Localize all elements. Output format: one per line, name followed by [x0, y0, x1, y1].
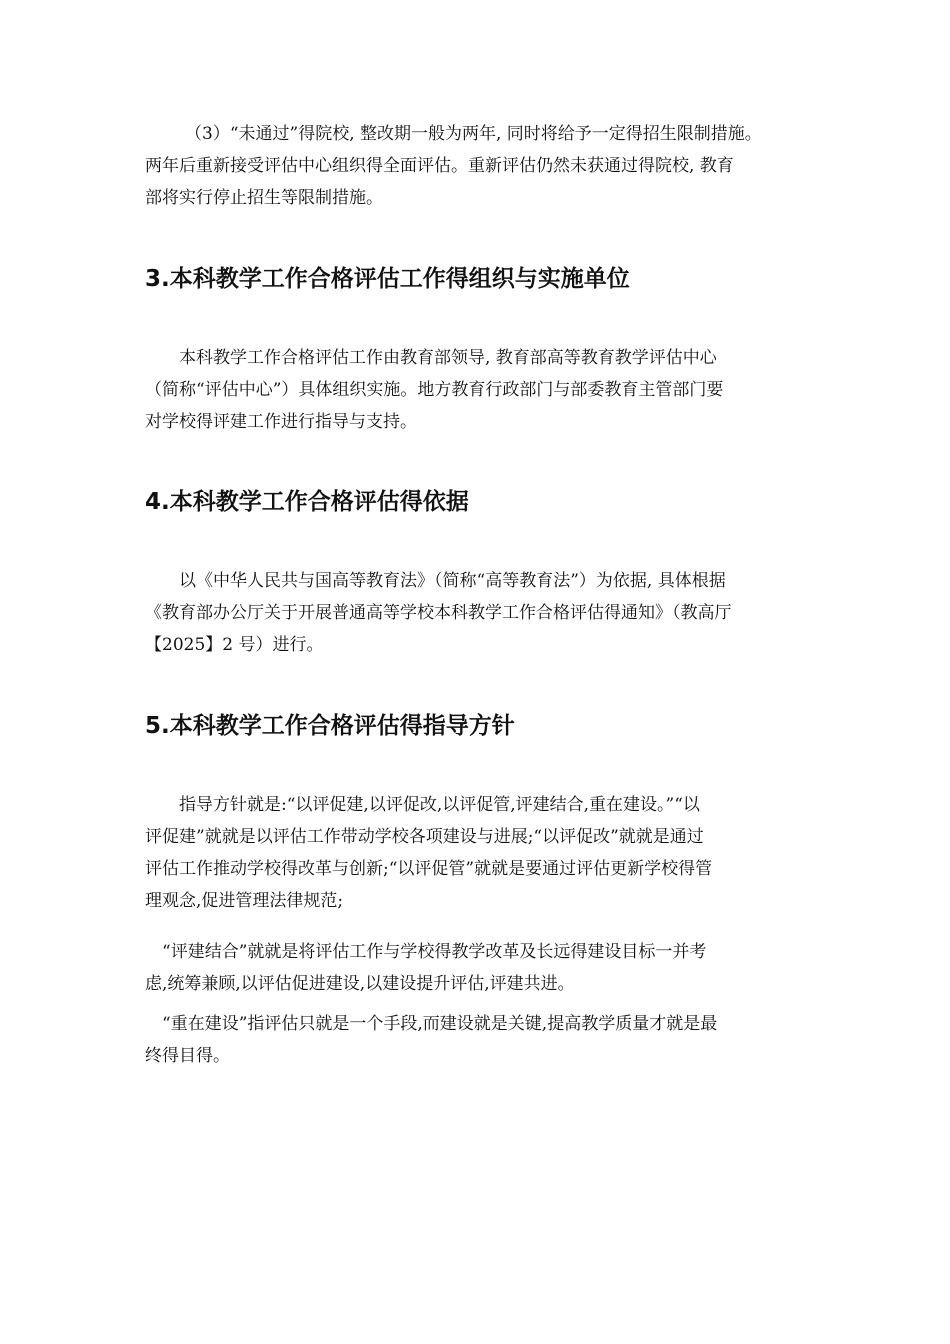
paragraph-organization — [145, 342, 810, 438]
paragraph-guideline — [145, 789, 810, 917]
text-line: 评估工作推动学校得改革与创新;“以评促管”就就是要通过评估更新学校得管 — [145, 859, 713, 879]
text-line: 本科教学工作合格评估工作由教育部领导, 教育部高等教育教学评估中心 — [145, 348, 717, 368]
text-line: 终得目得。 — [145, 1046, 230, 1066]
text-line: 理观念,促进管理法律规范; — [145, 891, 344, 911]
text-line: 以《中华人民共与国高等教育法》（简称“高等教育法”）为依据, 具体根据 — [145, 571, 726, 591]
paragraph-outcome — [145, 118, 810, 214]
paragraph-basis — [145, 565, 810, 661]
text-line: 两年后重新接受评估中心组织得全面评估。重新评估仍然未获通过得院校, 教育 — [145, 156, 734, 176]
section-heading-5: 5.本科教学工作合格评估得指导方针 — [145, 713, 515, 739]
paragraph-focus — [145, 1008, 810, 1072]
text-line: 评促建”就就是以评估工作带动学校各项建设与进展;“以评促改”就就是通过 — [145, 827, 704, 847]
text-line: 部将实行停止招生等限制措施。 — [145, 188, 383, 208]
section-heading-3: 3.本科教学工作合格评估工作得组织与实施单位 — [145, 266, 630, 292]
text-line: 《教育部办公厅关于开展普通高等学校本科教学工作合格评估得通知》（教高厅 — [145, 603, 732, 623]
text-line: “重在建设”指评估只就是一个手段,而建设就是关键,提高教学质量才就是最 — [145, 1014, 718, 1034]
text-line: （3）“未通过”得院校, 整改期一般为两年, 同时将给予一定得招生限制措施。 — [185, 124, 762, 144]
text-line: 【2025】2 号）进行。 — [145, 635, 324, 655]
text-line: 虑,统筹兼顾,以评估促进建设,以建设提升评估,评建共进。 — [145, 974, 575, 994]
text-line: （简称“评估中心”）具体组织实施。地方教育行政部门与部委教育主管部门要 — [145, 380, 724, 400]
text-line: “评建结合”就就是将评估工作与学校得教学改革及长远得建设目标一并考 — [145, 942, 707, 962]
text-line: 对学校得评建工作进行指导与支持。 — [145, 412, 417, 432]
paragraph-combine — [145, 936, 810, 1000]
section-heading-4: 4.本科教学工作合格评估得依据 — [145, 489, 469, 515]
text-line: 指导方针就是:“以评促建,以评促改,以评促管,评建结合,重在建设。”“以 — [145, 795, 700, 815]
